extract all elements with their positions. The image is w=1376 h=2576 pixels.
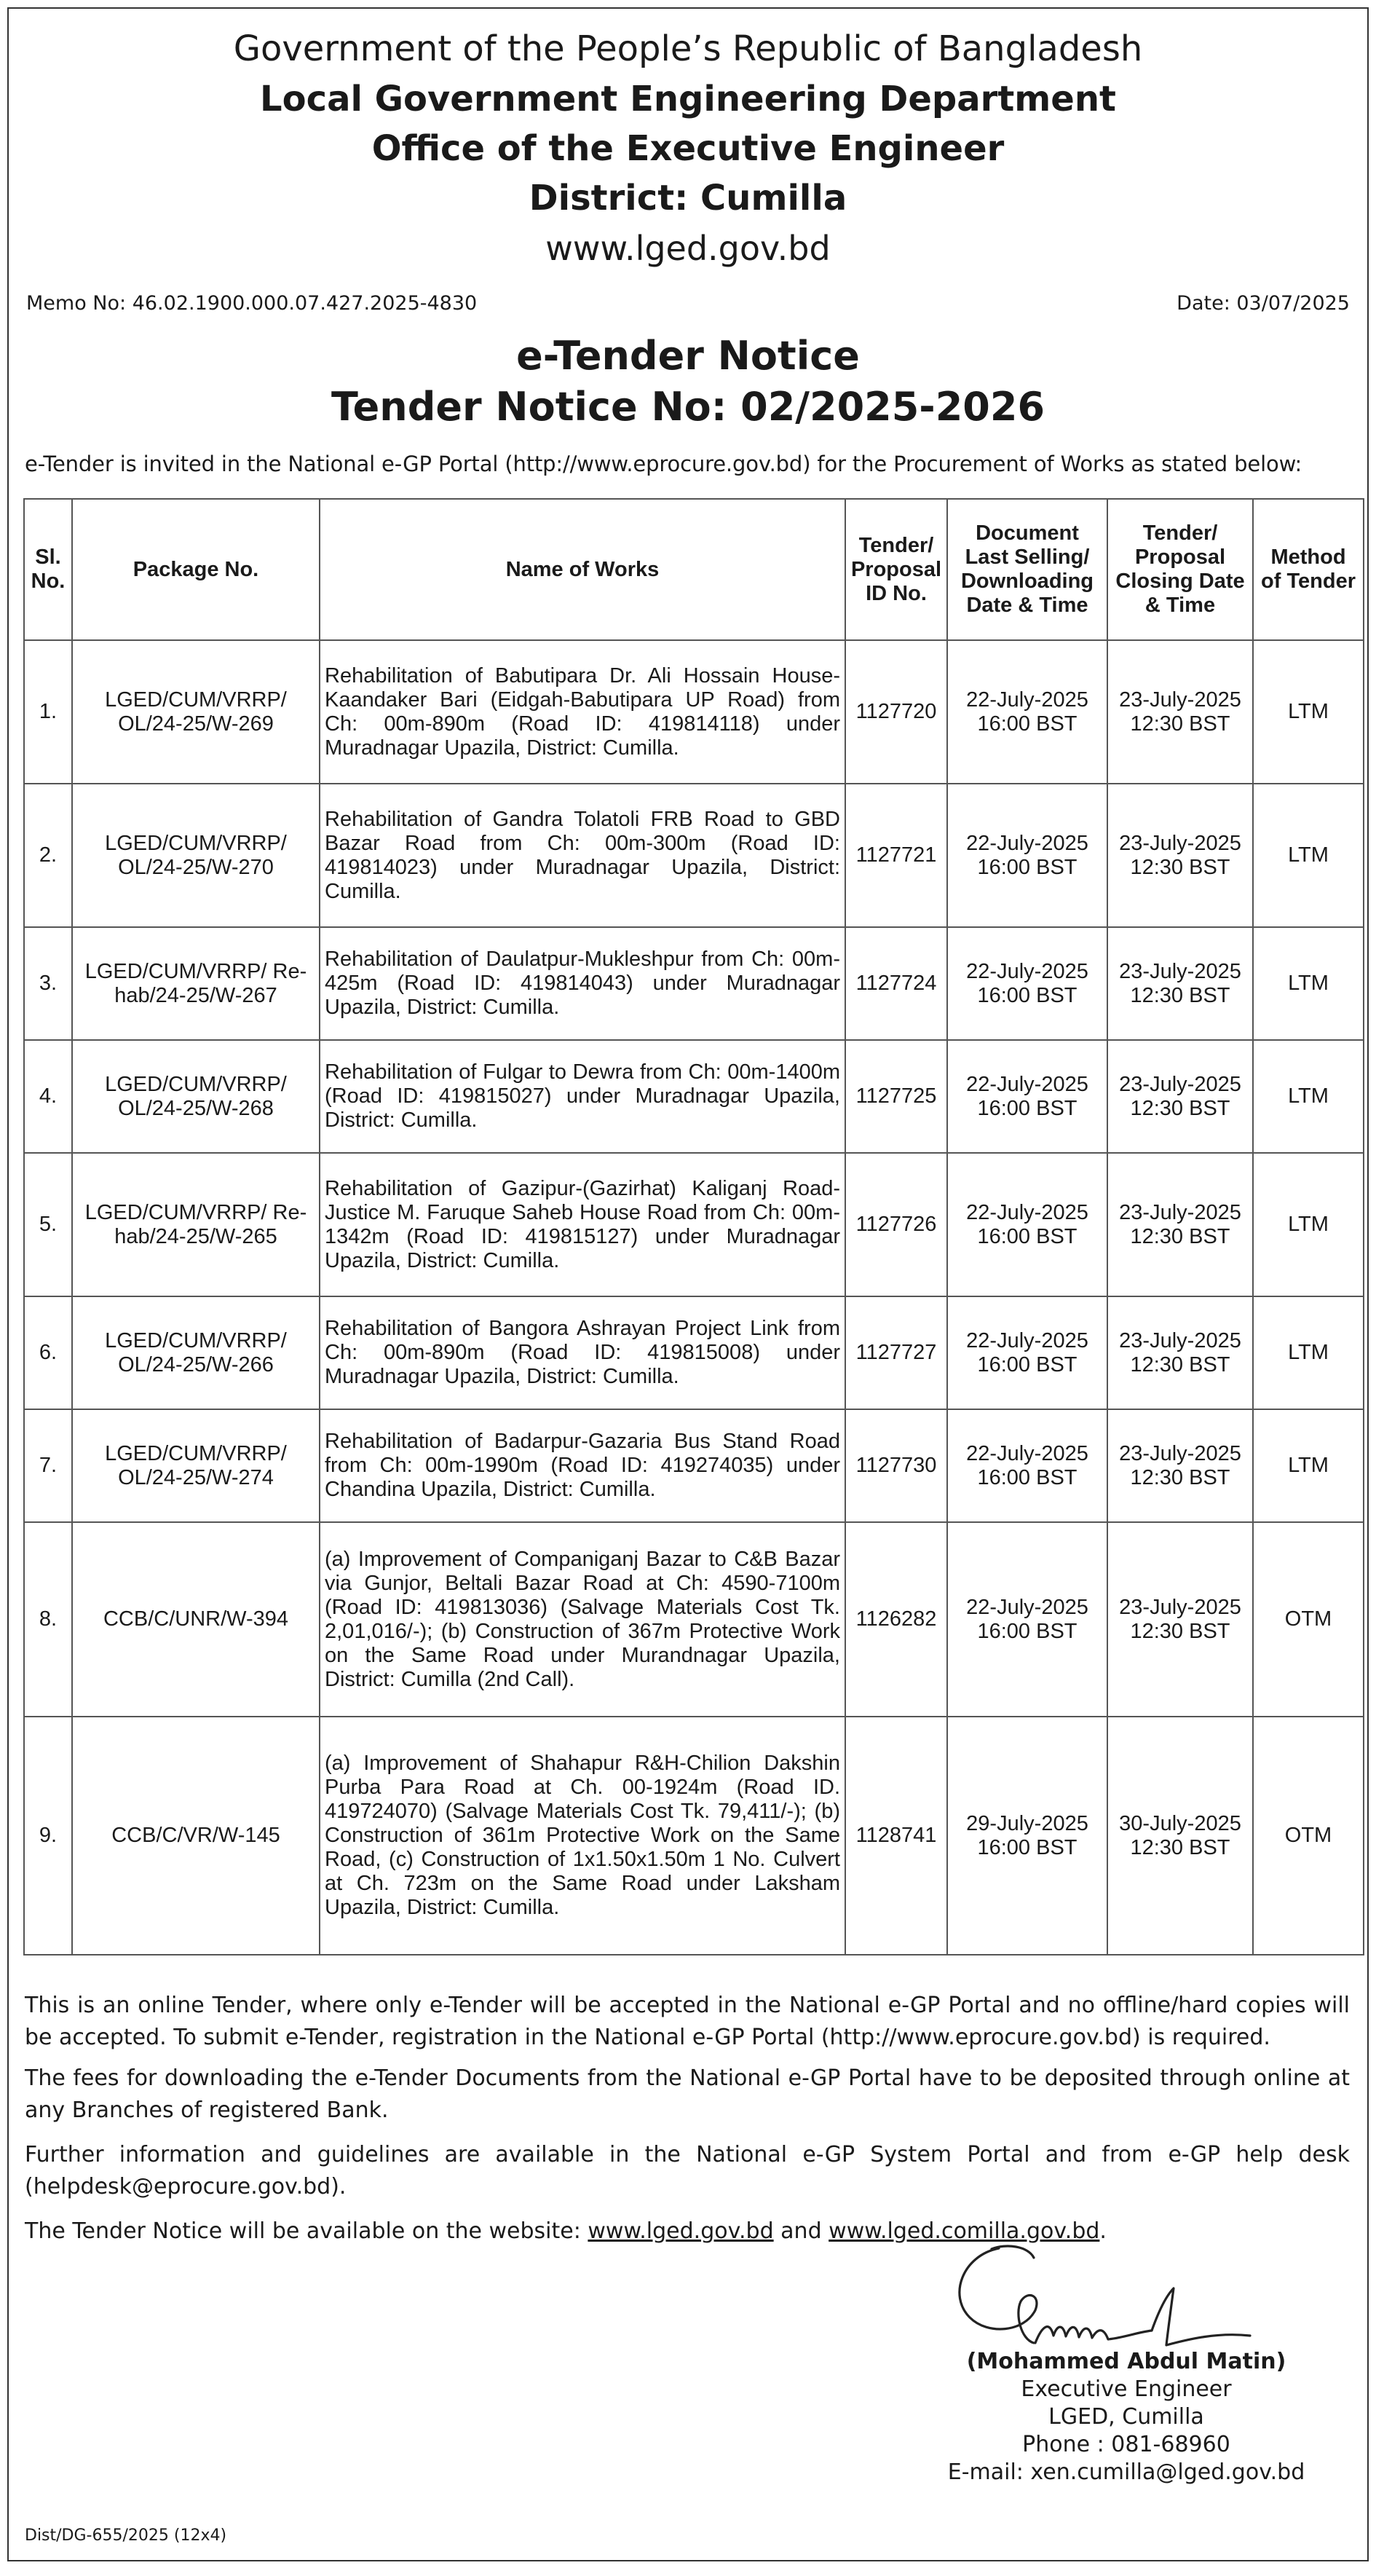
cell-package: LGED/CUM/VRRP/ Re-hab/24-25/W-265 (72, 1153, 320, 1296)
cell-sl: 3. (24, 927, 72, 1040)
cell-method: LTM (1253, 1153, 1364, 1296)
table-row (24, 784, 1364, 927)
cell-closing: 23-July-2025 12:30 BST (1107, 1409, 1253, 1522)
cell-tender-id: 1128741 (845, 1717, 947, 1955)
cell-doc-selling: 22-July-2025 16:00 BST (947, 927, 1107, 1040)
cell-works: (a) Improvement of Shahapur R&H-Chilion Dakshin Purba Para Road at Ch. 00-1924m (Road ID. 419724070) (Salvage Materials Cost Tk. 79,411/-); (b) Construction of 361m Protective Work on the Same Road, (c) Construction of 1x1.50x1.50m 1 No. Culvert at Ch. 723m on the Same Road under Laksham Upazila, District: Cumilla. (320, 1717, 845, 1955)
cell-package: LGED/CUM/VRRP/ OL/24-25/W-274 (72, 1409, 320, 1522)
signatory-phone: Phone : 081-68960 (1022, 2432, 1230, 2457)
cell-package: CCB/C/UNR/W-394 (72, 1522, 320, 1717)
cell-closing: 23-July-2025 12:30 BST (1107, 1153, 1253, 1296)
header-method: Method of Tender (1253, 499, 1364, 640)
cell-closing: 23-July-2025 12:30 BST (1107, 1040, 1253, 1153)
cell-doc-selling: 22-July-2025 16:00 BST (947, 784, 1107, 927)
cell-tender-id: 1127727 (845, 1296, 947, 1409)
table-row (24, 1040, 1364, 1153)
cell-method: LTM (1253, 927, 1364, 1040)
cell-method: LTM (1253, 1296, 1364, 1409)
cell-method: LTM (1253, 1409, 1364, 1522)
cell-doc-selling: 22-July-2025 16:00 BST (947, 1296, 1107, 1409)
table-row (24, 1296, 1364, 1409)
cell-method: LTM (1253, 784, 1364, 927)
cell-works: Rehabilitation of Fulgar to Dewra from Ch: 00m-1400m (Road ID: 419815027) under Muradnagar Upazila, District: Cumilla. (320, 1040, 845, 1153)
cell-works: Rehabilitation of Gandra Tolatoli FRB Road to GBD Bazar Road from Ch: 00m-300m (Road ID: 419814023) under Muradnagar Upazila, District: Cumilla. (320, 784, 845, 927)
table-row (24, 927, 1364, 1040)
district-heading: District: Cumilla (529, 178, 847, 218)
lged-comilla-website-link[interactable]: www.lged.comilla.gov.bd (829, 2218, 1100, 2244)
cell-doc-selling: 22-July-2025 16:00 BST (947, 1522, 1107, 1717)
cell-package: LGED/CUM/VRRP/ Re-hab/24-25/W-267 (72, 927, 320, 1040)
signatory-name: (Mohammed Abdul Matin) (966, 2349, 1286, 2374)
office-heading: Office of the Executive Engineer (371, 128, 1005, 169)
tender-table (23, 498, 1364, 1955)
table-row (24, 1409, 1364, 1522)
signatory-designation: Executive Engineer (1021, 2376, 1232, 2402)
footer-website-suffix: . (1099, 2218, 1107, 2244)
cell-closing: 23-July-2025 12:30 BST (1107, 1296, 1253, 1409)
cell-works: Rehabilitation of Bangora Ashrayan Project Link from Ch: 00m-890m (Road ID: 419815008) under Muradnagar Upazila, District: Cumilla. (320, 1296, 845, 1409)
cell-tender-id: 1127720 (845, 640, 947, 784)
notice-intro: e-Tender is invited in the National e-GP Portal (http://www.eprocure.gov.bd) for the Procurement of Works as stated below: (25, 452, 1302, 476)
cell-closing: 23-July-2025 12:30 BST (1107, 784, 1253, 927)
footer-info-note: Further information and guidelines are available in the National e-GP System Portal and from e-GP help desk (helpdesk@eprocure.gov.bd). (25, 2142, 1350, 2199)
cell-method: OTM (1253, 1522, 1364, 1717)
header-sl: Sl. No. (24, 499, 72, 640)
signatory-email: E-mail: xen.cumilla@lged.gov.bd (947, 2459, 1305, 2485)
notice-number: Tender Notice No: 02/2025-2026 (331, 384, 1045, 430)
cell-closing: 30-July-2025 12:30 BST (1107, 1717, 1253, 1955)
cell-package: LGED/CUM/VRRP/ OL/24-25/W-269 (72, 640, 320, 784)
table-row (24, 1717, 1364, 1955)
cell-package: LGED/CUM/VRRP/ OL/24-25/W-270 (72, 784, 320, 927)
cell-sl: 2. (24, 784, 72, 927)
government-heading: Government of the People’s Republic of Bangladesh (233, 28, 1143, 69)
footer-website-and: and (773, 2218, 829, 2244)
cell-works: Rehabilitation of Badarpur-Gazaria Bus Stand Road from Ch: 00m-1990m (Road ID: 419274035) under Chandina Upazila, District: Cumilla. (320, 1409, 845, 1522)
cell-sl: 7. (24, 1409, 72, 1522)
cell-works: Rehabilitation of Gazipur-(Gazirhat) Kaliganj Road-Justice M. Faruque Saheb House Road from Ch: 00m-1342m (Road ID: 419815127) under Muradnagar Upazila, District: Cumilla. (320, 1153, 845, 1296)
table-row (24, 1153, 1364, 1296)
cell-tender-id: 1127721 (845, 784, 947, 927)
memo-number: Memo No: 46.02.1900.000.07.427.2025-4830 (26, 292, 478, 315)
memo-date: Date: 03/07/2025 (1177, 292, 1350, 315)
cell-doc-selling: 22-July-2025 16:00 BST (947, 1409, 1107, 1522)
cell-sl: 1. (24, 640, 72, 784)
signature-block (919, 2348, 1334, 2486)
cell-closing: 23-July-2025 12:30 BST (1107, 927, 1253, 1040)
header-package: Package No. (72, 499, 320, 640)
cell-tender-id: 1126282 (845, 1522, 947, 1717)
signatory-org: LGED, Cumilla (1048, 2404, 1204, 2430)
cell-package: LGED/CUM/VRRP/ OL/24-25/W-266 (72, 1296, 320, 1409)
cell-method: LTM (1253, 640, 1364, 784)
header-tender-id: Tender/ Proposal ID No. (845, 499, 947, 640)
table-header-row (24, 499, 1364, 640)
footer-fees-note: The fees for downloading the e-Tender Documents from the National e-GP Portal have to be deposited through online at any Branches of registered Bank. (25, 2065, 1350, 2123)
header-closing: Tender/ Proposal Closing Date & Time (1107, 499, 1253, 640)
cell-closing: 23-July-2025 12:30 BST (1107, 640, 1253, 784)
cell-sl: 8. (24, 1522, 72, 1717)
cell-method: OTM (1253, 1717, 1364, 1955)
header-doc-selling: Document Last Selling/ Downloading Date & Time (947, 499, 1107, 640)
cell-doc-selling: 22-July-2025 16:00 BST (947, 1040, 1107, 1153)
cell-works: (a) Improvement of Companiganj Bazar to C&B Bazar via Gunjor, Beltali Bazar Road at Ch: 4590-7100m (Road ID: 419813036) (Salvage Materials Cost Tk. 2,01,016/-); (b) Construction of 367m Protective Work on the Same Road under Murandnagar Upazila, District: Cumilla (2nd Call). (320, 1522, 845, 1717)
cell-tender-id: 1127730 (845, 1409, 947, 1522)
cell-sl: 9. (24, 1717, 72, 1955)
cell-package: LGED/CUM/VRRP/ OL/24-25/W-268 (72, 1040, 320, 1153)
handwritten-signature (948, 2223, 1261, 2361)
table-row (24, 1522, 1364, 1717)
cell-doc-selling: 22-July-2025 16:00 BST (947, 1153, 1107, 1296)
cell-tender-id: 1127726 (845, 1153, 947, 1296)
memo-row (26, 289, 1350, 318)
footer-online-tender-note: This is an online Tender, where only e-Tender will be accepted in the National e-GP Portal and no offline/hard copies will be accepted. To submit e-Tender, registration in the National e-GP Portal (http://www.eprocure.gov.bd) is required. (25, 1993, 1350, 2050)
cell-closing: 23-July-2025 12:30 BST (1107, 1522, 1253, 1717)
distribution-note: Dist/DG-655/2025 (12x4) (25, 2526, 227, 2545)
cell-doc-selling: 22-July-2025 16:00 BST (947, 640, 1107, 784)
footer-website-prefix: The Tender Notice will be available on the website: (25, 2218, 588, 2244)
cell-package: CCB/C/VR/W-145 (72, 1717, 320, 1955)
cell-works: Rehabilitation of Babutipara Dr. Ali Hossain House-Kaandaker Bari (Eidgah-Babutipara UP Road) from Ch: 00m-890m (Road ID: 419814118) under Muradnagar Upazila, District: Cumilla. (320, 640, 845, 784)
cell-tender-id: 1127724 (845, 927, 947, 1040)
header-website: www.lged.gov.bd (545, 229, 831, 268)
cell-method: LTM (1253, 1040, 1364, 1153)
cell-sl: 6. (24, 1296, 72, 1409)
cell-tender-id: 1127725 (845, 1040, 947, 1153)
tender-notice-page (7, 7, 1369, 2561)
table-row (24, 640, 1364, 784)
department-heading: Local Government Engineering Department (260, 79, 1116, 119)
lged-website-link[interactable]: www.lged.gov.bd (588, 2218, 774, 2244)
cell-sl: 4. (24, 1040, 72, 1153)
notice-title: e-Tender Notice (516, 333, 860, 379)
cell-doc-selling: 29-July-2025 16:00 BST (947, 1717, 1107, 1955)
header-works: Name of Works (320, 499, 845, 640)
cell-works: Rehabilitation of Daulatpur-Mukleshpur from Ch: 00m-425m (Road ID: 419814043) under Muradnagar Upazila, District: Cumilla. (320, 927, 845, 1040)
cell-sl: 5. (24, 1153, 72, 1296)
